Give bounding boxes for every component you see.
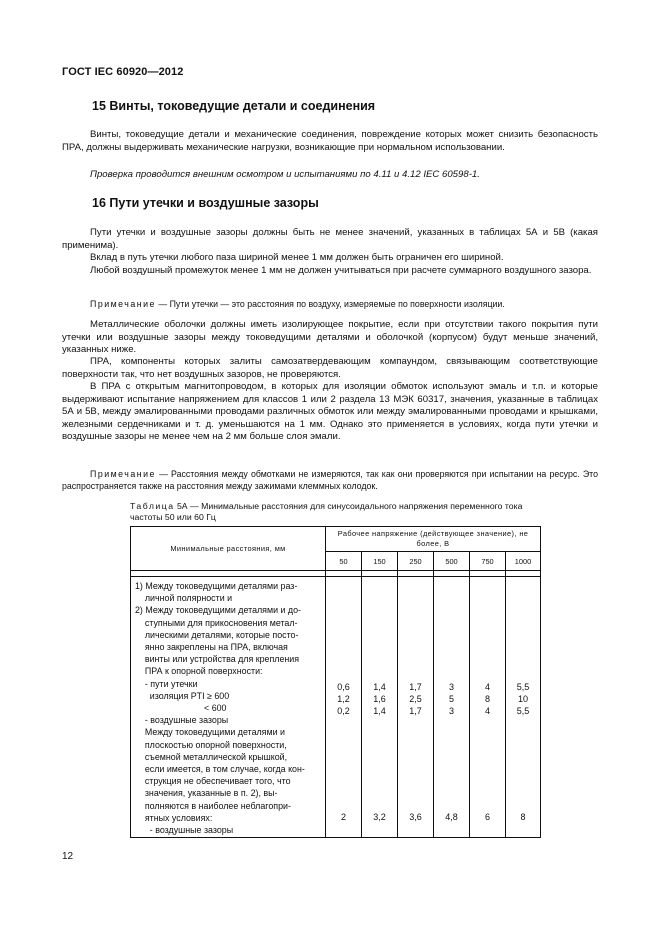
table-caption-text: 5А — Минимальные расстояния для синусоидального напряжения переменного тока частоты 50 или 60 Гц: [130, 501, 523, 522]
section-16-paragraph-3: Любой воздушный промежуток менее 1 мм не должен учитываться при расчете суммарного воздушного зазора.: [90, 265, 592, 276]
description-line: плоскостью опорной поверхности,: [135, 739, 287, 750]
description-line: - пути утечки: [135, 678, 198, 689]
values-column-50: [326, 577, 362, 838]
value-pti-lt-600: 1,2: [337, 694, 350, 704]
values-column-750: [470, 577, 506, 838]
note-2-label: Примечание: [90, 469, 156, 479]
value-pti-lt-600: 2,5: [409, 694, 422, 704]
table-caption: [130, 501, 540, 523]
value-air-gaps-support: 2: [340, 812, 346, 822]
table-caption-label: Таблица: [130, 501, 175, 511]
description-line: 2) Между токоведущими деталями и до-: [135, 605, 302, 616]
section-16-title: 16 Пути утечки и воздушные зазоры: [92, 196, 319, 210]
value-pti-lt-600: 10: [518, 694, 529, 704]
value-air-gaps: 4: [484, 706, 490, 716]
values-column-250: [398, 577, 434, 838]
description-line: ПРА к опорной поверхности:: [135, 666, 263, 677]
description-line: изоляция PTI ≥ 600: [135, 690, 230, 701]
value-pti-ge-600: 0,6: [337, 682, 350, 692]
description-line: 1) Между токоведущими деталями раз-: [135, 581, 298, 591]
section-16-paragraph-6: В ПРА с открытым магнитопроводом, в которых для изоляции обмоток используют эмаль и т.п. и которые выдерживают испытание напряжением для классов 1 или 2 раздела 13 МЭК 60317, значения, указанные в таблицах 5А и 5В, между эмалированными проводами различных обмоток или между эмалированными проводами и крышками, железными сердечниками и т. д. уменьшаются на 1 мм. Однако это применяется в условиях, когда пути утечки и воздушные зазоры не менее чем на 2 мм больше слоя эмали.: [62, 381, 598, 443]
note-2: [62, 468, 598, 492]
value-air-gaps: 1,4: [373, 706, 386, 716]
min-distance-column-header: Минимальные расстояния, мм: [131, 527, 326, 571]
value-pti-ge-600: 1,7: [409, 682, 422, 692]
value-air-gaps: 0,2: [337, 706, 350, 716]
voltage-500: 500: [434, 552, 470, 571]
values-column-1000: [506, 577, 541, 838]
value-pti-lt-600: 1,6: [373, 694, 386, 704]
section-16-paragraph-2: Вклад в путь утечки любого паза шириной менее 1 мм должен быть ограничен его шириной.: [90, 252, 504, 263]
note-1-label: Примечание: [90, 299, 156, 309]
value-pti-ge-600: 1,4: [373, 682, 386, 692]
voltage-250: 250: [398, 552, 434, 571]
voltage-column-header: Рабочее напряжение (действующее значение), не более, В: [326, 527, 541, 552]
value-air-gaps-support: 6: [484, 812, 490, 822]
description-line: полняются в наиболее неблагопри-: [135, 800, 291, 811]
description-line: - воздушные зазоры: [135, 715, 229, 726]
voltage-150: 150: [362, 552, 398, 571]
value-air-gaps: 3: [448, 706, 454, 716]
description-line: лическими деталями, которые посто-: [135, 629, 299, 640]
section-15-title: 15 Винты, токоведущие детали и соединения: [92, 99, 376, 113]
description-line: ступными для прикосновения метал-: [135, 617, 298, 628]
description-line: винты или устройства для крепления: [135, 654, 300, 665]
section-15-check-paragraph: Проверка проводится внешним осмотром и испытаниями по 4.11 и 4.12 IEC 60598-1.: [90, 169, 480, 180]
value-air-gaps-support: 8: [520, 812, 526, 822]
description-line: значения, указанные в п. 2), вы-: [135, 788, 278, 799]
value-air-gaps-support: 4,8: [445, 812, 458, 822]
description-line: Между токоведущими деталями и: [135, 727, 285, 738]
description-line: если имеется, в том случае, когда кон-: [135, 764, 305, 775]
description-line: < 600: [135, 703, 227, 714]
page-number: 12: [62, 851, 74, 862]
voltage-750: 750: [470, 552, 506, 571]
value-pti-ge-600: 4: [484, 682, 490, 692]
note-2-text: — Расстояния между обмотками не измеряются, так как они проверяются при испытании на ресурс. Это распространяется также на расстояния между зажимами клеммных колодок.: [62, 469, 598, 492]
description-line: струкция не обеспечивает того, что: [135, 776, 291, 787]
value-pti-ge-600: 3: [448, 682, 454, 692]
section-16-paragraph-4: Металлические оболочки должны иметь изолирующее покрытие, если при отсутствии такого покрытия пути утечки или воздушные зазоры между токоведущими деталями и оболочкой (корпусом) будут меньше значений, указанных ниже.: [62, 319, 598, 356]
value-air-gaps: 1,7: [409, 706, 422, 716]
distance-description-cell: [131, 577, 326, 838]
voltage-50: 50: [326, 552, 362, 571]
document-header: ГОСТ IEC 60920—2012: [62, 66, 184, 78]
description-line: - воздушные зазоры: [135, 825, 234, 836]
description-line: личной полярности и: [135, 593, 233, 604]
value-air-gaps-support: 3,2: [373, 812, 386, 822]
description-line: янно закреплены на ПРА, включая: [135, 642, 288, 653]
note-1: [62, 298, 598, 310]
value-air-gaps-support: 3,6: [409, 812, 422, 822]
section-15-paragraph: Винты, токоведущие детали и механические соединения, повреждение которых может снизить безопасность ПРА, должны выдерживать механические нагрузки, возникающие при нормальном использовании.: [62, 129, 598, 153]
values-column-150: [362, 577, 398, 838]
section-16-paragraph-1: Пути утечки и воздушные зазоры должны быть не менее значений, указанных в таблицах 5А и 5В (какая применима).: [62, 227, 598, 251]
value-pti-lt-600: 5: [448, 694, 454, 704]
section-16-paragraph-5: ПРА, компоненты которых залиты самозатвердевающим компаундом, связывающим соответствующие поверхности так, что нет воздушных зазоров, не проверяются.: [62, 356, 598, 380]
voltage-1000: 1000: [506, 552, 541, 571]
note-1-text: — Пути утечки — это расстояния по воздуху, измеряемые по поверхности изоляции.: [155, 299, 505, 309]
value-air-gaps: 5,5: [516, 706, 530, 716]
description-line: съемной металлической крышкой,: [135, 751, 288, 762]
value-pti-lt-600: 8: [484, 694, 490, 704]
value-pti-ge-600: 5,5: [516, 682, 530, 692]
values-column-500: [434, 577, 470, 838]
table-5a: [130, 526, 541, 838]
description-line: ятных условиях:: [135, 812, 213, 823]
